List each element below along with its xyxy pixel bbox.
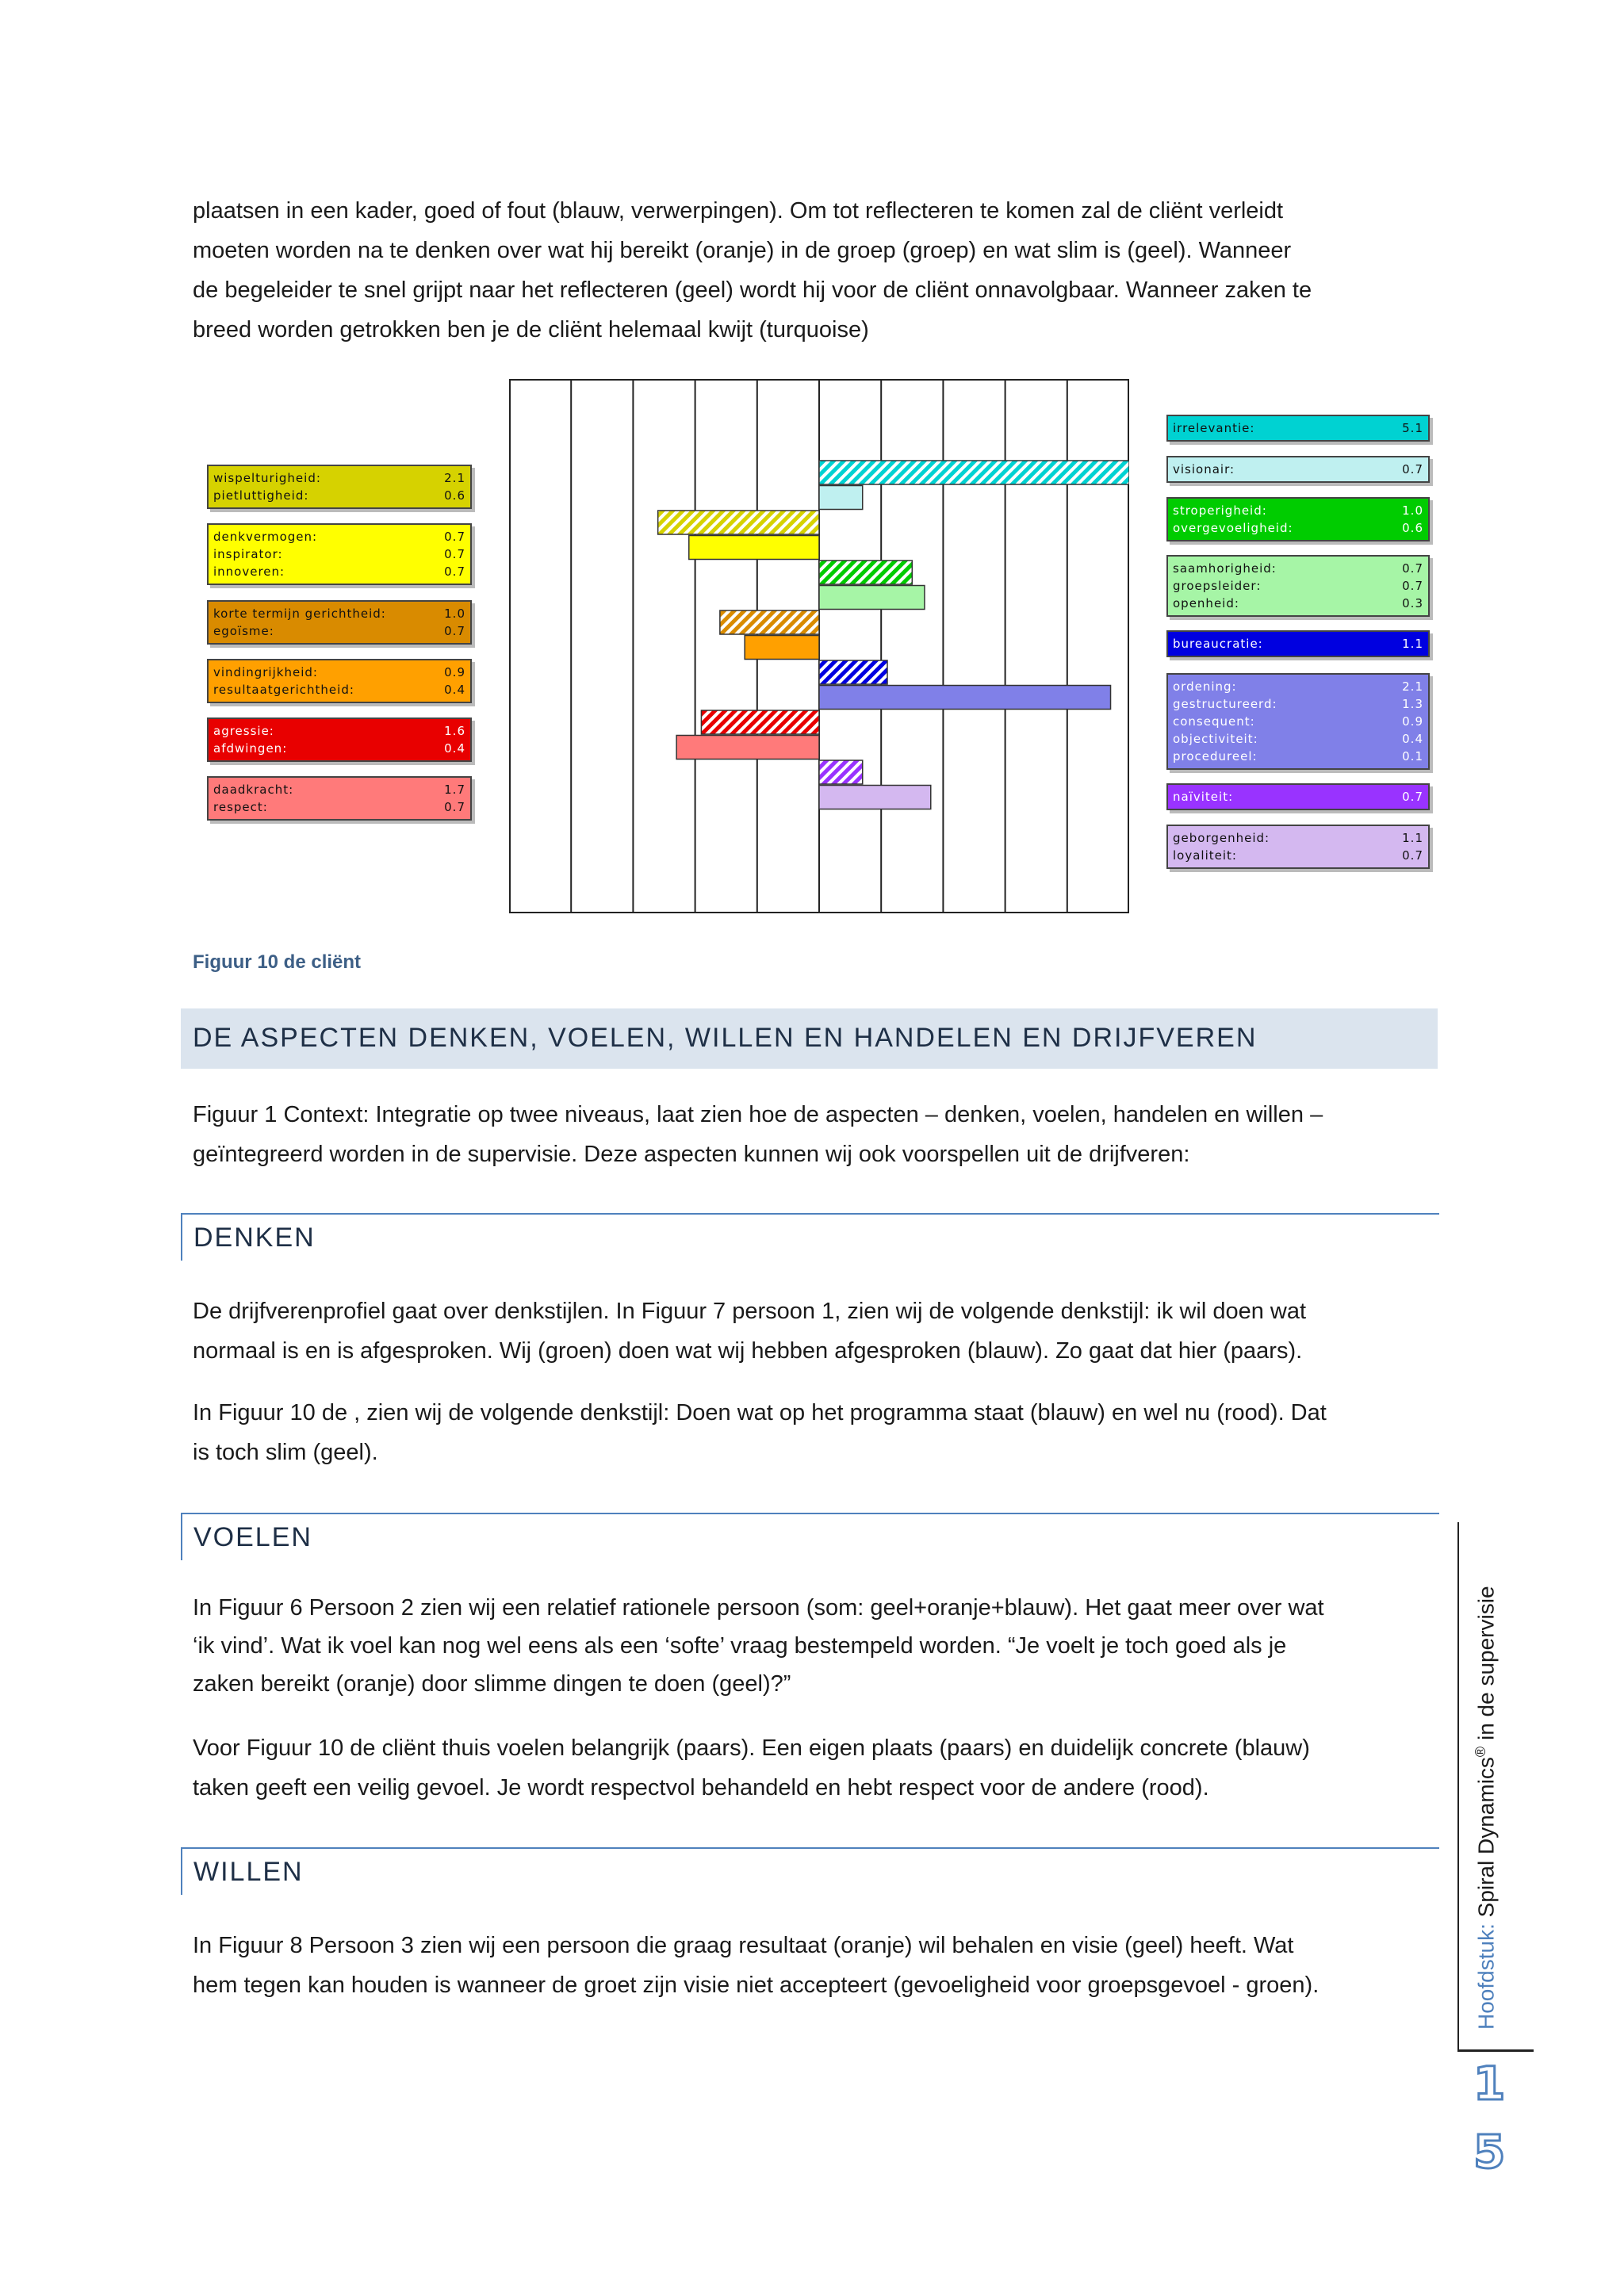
denken-paragraph-1 <box>193 1292 1438 1371</box>
legend-label: denkvermogen: <box>213 530 318 544</box>
legend-row <box>1173 730 1423 748</box>
legend-value: 1.0 <box>1402 503 1423 518</box>
legend-value: 1.3 <box>1402 697 1423 711</box>
legend-value: 0.6 <box>444 488 465 503</box>
willen-paragraph-1 <box>193 1926 1438 2005</box>
legend-label: overgevoeligheid: <box>1173 521 1293 535</box>
legend-row <box>213 664 465 681</box>
legend-label: ordening: <box>1173 679 1237 694</box>
heading-voelen <box>181 1513 1439 1560</box>
legend-row <box>1173 748 1423 765</box>
legend-row <box>213 622 465 640</box>
legend-label: openheid: <box>1173 596 1239 610</box>
legend-value: 0.1 <box>1402 749 1423 763</box>
intro-line: moeten worden na te denken over wat hij bereikt (oranje) in de groep (groep) en wat slim is (geel). Wanneer <box>193 238 1292 263</box>
chart-bar <box>819 686 1111 710</box>
legend-row <box>213 528 465 545</box>
legend-value: 0.4 <box>444 741 465 756</box>
denken-paragraph-2 <box>193 1393 1438 1472</box>
legend-label: wispelturigheid: <box>213 471 321 485</box>
legend-label: inspirator: <box>213 547 283 561</box>
denken-line: De drijfverenprofiel gaat over denkstijlen. In Figuur 7 persoon 1, zien wij de volgende denkstijl: ik wil doen wat <box>193 1299 1307 1324</box>
voelen-paragraph-2 <box>193 1728 1438 1808</box>
voelen-line: ‘ik vind’. Wat ik voel kan nog wel eens als een ‘softe’ vraag bestempeld worden. “Je voelt je toch goed als je <box>193 1633 1287 1659</box>
legend-label: vindingrijkheid: <box>213 665 318 679</box>
legend-value: 0.7 <box>1402 462 1423 476</box>
legend-value: 0.4 <box>1402 732 1423 746</box>
legend-row <box>213 605 465 622</box>
legend-row <box>1173 678 1423 695</box>
legend-value: 1.6 <box>444 724 465 738</box>
right-legend-box <box>1166 555 1430 617</box>
intro-line: de begeleider te snel grijpt naar het reflecteren (geel) wordt hij voor de cliënt onnavolgbaar. Wanneer zaken te <box>193 277 1312 303</box>
legend-value: 0.6 <box>1402 521 1423 535</box>
legend-row <box>1173 829 1423 847</box>
legend-value: 0.3 <box>1402 596 1423 610</box>
legend-value: 0.7 <box>1402 790 1423 804</box>
chart-bar <box>745 636 819 660</box>
legend-row <box>1173 419 1423 437</box>
legend-value: 1.1 <box>1402 637 1423 651</box>
legend-row <box>1173 461 1423 478</box>
legend-label: egoïsme: <box>213 624 274 638</box>
chart-bar <box>819 660 887 684</box>
legend-value: 2.1 <box>1402 679 1423 694</box>
legend-row <box>213 798 465 816</box>
legend-label: groepsleider: <box>1173 579 1262 593</box>
legend-value: 2.1 <box>444 471 465 485</box>
voelen-paragraph-1 <box>193 1589 1438 1703</box>
footer-divider-vertical <box>1457 1522 1459 2049</box>
legend-row <box>1173 519 1423 537</box>
legend-row <box>1173 635 1423 652</box>
context-line: Figuur 1 Context: Integratie op twee niveaus, laat zien hoe de aspecten – denken, voelen, handelen en willen – <box>193 1102 1323 1127</box>
denken-line: In Figuur 10 de , zien wij de volgende denkstijl: Doen wat op het programma staat (blauw) en wel nu (rood). Dat <box>193 1400 1327 1425</box>
heading-willen-title: WILLEN <box>193 1857 304 1887</box>
legend-label: consequent: <box>1173 714 1255 729</box>
legend-value: 0.9 <box>444 665 465 679</box>
legend-value: 0.7 <box>444 547 465 561</box>
legend-label: respect: <box>213 800 268 814</box>
chart-bar <box>689 536 819 560</box>
legend-label: visionair: <box>1173 462 1235 476</box>
voelen-line: zaken bereikt (oranje) door slimme dingen te doen (geel)?” <box>193 1671 791 1697</box>
legend-label: bureaucratie: <box>1173 637 1263 651</box>
legend-row <box>1173 560 1423 577</box>
heading-denken <box>181 1213 1439 1261</box>
legend-label: korte termijn gerichtheid: <box>213 607 386 621</box>
heading-voelen-title: VOELEN <box>193 1522 312 1552</box>
chapter-title-b: in de supervisie <box>1473 1586 1499 1741</box>
right-legend-box <box>1166 783 1430 810</box>
legend-value: 0.7 <box>444 530 465 544</box>
legend-label: gestructureerd: <box>1173 697 1277 711</box>
legend-label: geborgenheid: <box>1173 831 1270 845</box>
chapter-label <box>1473 1586 1499 2030</box>
chart-bar <box>819 561 912 584</box>
legend-value: 0.7 <box>444 624 465 638</box>
figure-caption: Figuur 10 de cliënt <box>193 951 362 973</box>
legend-value: 5.1 <box>1402 421 1423 435</box>
bar-chart <box>509 379 1129 913</box>
willen-line: hem tegen kan houden is wanneer de groet zijn visie niet accepteert (gevoeligheid voor groepsgevoel - groen). <box>193 1973 1320 1998</box>
legend-row <box>213 740 465 757</box>
legend-value: 1.0 <box>444 607 465 621</box>
legend-label: objectiviteit: <box>1173 732 1258 746</box>
legend-value: 0.9 <box>1402 714 1423 729</box>
legend-label: pietluttigheid: <box>213 488 309 503</box>
left-legend-box <box>207 600 472 645</box>
willen-line: In Figuur 8 Persoon 3 zien wij een persoon die graag resultaat (oranje) wil behalen en visie (geel) heeft. Wat <box>193 1933 1294 1958</box>
page-number-digit-2: 5 <box>1473 2125 1506 2179</box>
legend-label: naïviteit: <box>1173 790 1234 804</box>
left-legend-box <box>207 776 472 821</box>
legend-row <box>213 487 465 504</box>
chapter-title-a: Spiral Dynamics <box>1473 1757 1499 1918</box>
right-legend-box <box>1166 497 1430 541</box>
chart-bar <box>819 461 1129 484</box>
registered-mark: ® <box>1473 1746 1488 1758</box>
chart-bar <box>819 486 863 510</box>
right-legend-box <box>1166 415 1430 442</box>
legend-value: 0.7 <box>1402 848 1423 863</box>
intro-line: plaatsen in een kader, goed of fout (blauw, verwerpingen). Om tot reflecteren te komen zal de cliënt verleidt <box>193 198 1284 224</box>
legend-label: loyaliteit: <box>1173 848 1237 863</box>
legend-row <box>1173 595 1423 612</box>
legend-row <box>213 722 465 740</box>
chart-bar <box>676 736 819 760</box>
legend-value: 0.7 <box>1402 579 1423 593</box>
legend-label: afdwingen: <box>213 741 288 756</box>
denken-line: normaal is en is afgesproken. Wij (groen) doen wat wij hebben afgesproken (blauw). Zo gaat dat hier (paars). <box>193 1338 1303 1364</box>
chart-bar <box>819 760 863 784</box>
legend-row <box>213 781 465 798</box>
section-banner-title: DE ASPECTEN DENKEN, VOELEN, WILLEN EN HANDELEN EN DRIJFVEREN <box>193 1023 1258 1053</box>
legend-value: 0.4 <box>444 683 465 697</box>
legend-row <box>213 545 465 563</box>
chart-bar <box>701 710 819 734</box>
chart-bar <box>819 786 931 809</box>
right-legend-box <box>1166 825 1430 869</box>
chart-bar <box>720 610 819 634</box>
legend-row <box>1173 695 1423 713</box>
left-legend-box <box>207 523 472 585</box>
legend-label: procedureel: <box>1173 749 1258 763</box>
legend-label: saamhorigheid: <box>1173 561 1277 576</box>
legend-value: 0.7 <box>444 800 465 814</box>
context-line: geïntegreerd worden in de supervisie. Deze aspecten kunnen wij ook voorspellen uit de drijfveren: <box>193 1142 1190 1167</box>
chart-bar <box>658 511 819 534</box>
legend-label: irrelevantie: <box>1173 421 1255 435</box>
intro-paragraph <box>193 191 1438 350</box>
legend-value: 0.7 <box>444 564 465 579</box>
left-legend-box <box>207 718 472 762</box>
legend-label: agressie: <box>213 724 274 738</box>
heading-willen <box>181 1847 1439 1895</box>
right-legend-box <box>1166 456 1430 483</box>
footer-divider <box>1457 2049 1534 2052</box>
voelen-line: In Figuur 6 Persoon 2 zien wij een relatief rationele persoon (som: geel+oranje+blauw). Het gaat meer over wat <box>193 1595 1324 1621</box>
legend-label: stroperigheid: <box>1173 503 1267 518</box>
legend-row <box>1173 502 1423 519</box>
chapter-prefix: Hoofdstuk: <box>1473 1923 1499 2030</box>
legend-row <box>213 469 465 487</box>
legend-row <box>213 563 465 580</box>
legend-value: 1.7 <box>444 783 465 797</box>
legend-label: innoveren: <box>213 564 285 579</box>
legend-label: daadkracht: <box>213 783 294 797</box>
legend-row <box>1173 847 1423 864</box>
voelen-line: taken geeft een veilig gevoel. Je wordt respectvol behandeld en hebt respect voor de andere (rood). <box>193 1775 1209 1800</box>
left-legend-box <box>207 659 472 703</box>
left-legend-box <box>207 465 472 509</box>
legend-value: 1.1 <box>1402 831 1423 845</box>
legend-row <box>1173 788 1423 806</box>
denken-line: is toch slim (geel). <box>193 1440 378 1465</box>
intro-line: breed worden getrokken ben je de cliënt helemaal kwijt (turquoise) <box>193 317 869 342</box>
page-number-digit-1: 1 <box>1473 2057 1506 2110</box>
legend-row <box>1173 713 1423 730</box>
section-banner <box>181 1008 1438 1069</box>
legend-value: 0.7 <box>1402 561 1423 576</box>
right-legend-box <box>1166 673 1430 770</box>
context-paragraph <box>193 1095 1438 1174</box>
legend-row <box>213 681 465 698</box>
legend-row <box>1173 577 1423 595</box>
voelen-line: Voor Figuur 10 de cliënt thuis voelen belangrijk (paars). Een eigen plaats (paars) en duidelijk concrete (blauw) <box>193 1735 1310 1761</box>
right-legend-box <box>1166 630 1430 657</box>
legend-label: resultaatgerichtheid: <box>213 683 354 697</box>
heading-denken-title: DENKEN <box>193 1223 316 1253</box>
chart-bar <box>819 586 925 610</box>
